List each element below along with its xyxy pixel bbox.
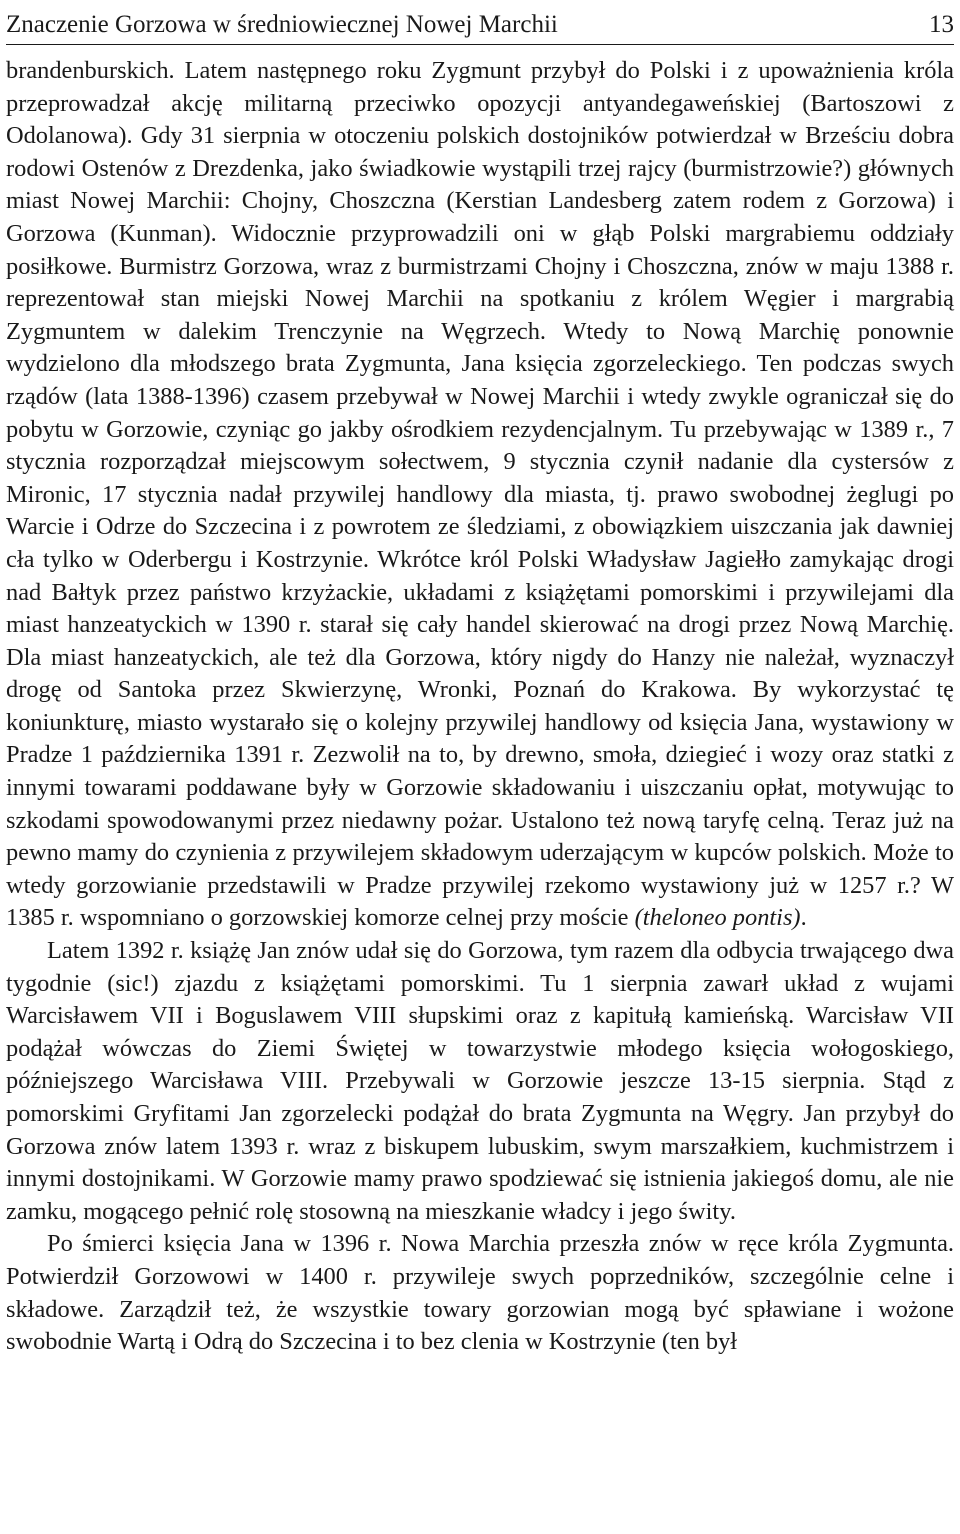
running-header — [6, 0, 954, 45]
body-text — [6, 55, 954, 1359]
paragraph-1-end: . — [800, 904, 807, 932]
paragraph-2: Latem 1392 r. książę Jan znów udał się do Gorzowa, tym razem dla odbycia trwającego dwa tygodnie (sic!) zjazdu z książętami pomorskimi. Tu 1 sierpnia zawarł układ z wujami Warcisławem VII i Boguslawem VIII słupskimi oraz z kapitułą kamieńską. Warcisław VII podążał wówczas do Ziemi Świętej w towarzystwie młodego księcia wołogoskiego, późniejszego Warcisława VIII. Przebywali w Gorzowie jeszcze 13-15 sierpnia. Stąd z pomorskimi Gryfitami Jan zgorzelecki podążał do brata Zygmunta na Węgry. Jan przybył do Gorzowa znów latem 1393 r. wraz z biskupem lubuskim, swym marszałkiem, kuchmistrzem i innymi dostojnikami. W Gorzowie mamy prawo spodziewać się istnienia jakiegoś domu, ale nie zamku, mogącego pełnić rolę stosowną na mieszkanie władcy i jego świty. — [6, 937, 954, 1225]
running-title: Znaczenie Gorzowa w średniowiecznej Nowej Marchii — [6, 11, 558, 38]
paragraph-1-text: brandenburskich. Latem następnego roku Zygmunt przybył do Polski i z upoważnienia króla przeprowadzał akcję militarną przeciwko opozycji antyandegaweńskiej (Bartoszowi z Odolanowa). Gdy 31 sierpnia w otoczeniu polskich dostojników potwierdzał w Brześciu dobra rodowi Ostenów z Drezdenka, jako świadkowie wystąpili trzej rajcy (burmistrzowie?) głównych miast Nowej Marchii: Chojny, Choszczna (Kerstian Landesberg zatem rodem z Gorzowa) i Gorzowa (Kunman). Widocznie przyprowadzili oni w głąb Polski margrabiemu oddziały posiłkowe. Burmistrz Gorzowa, wraz z burmistrzami Chojny i Choszczna, znów w maju 1388 r. reprezentował stan miejski Nowej Marchii na spotkaniu z królem Węgier i margrabią Zygmuntem w dalekim Trenczynie na Węgrzech. Wtedy to Nową Marchię ponownie wydzielono dla młodszego brata Zygmunta, Jana księcia zgorzeleckiego. Ten podczas swych rządów (lata 1388-1396) czasem przebywał w Nowej Marchii i wtedy zwykle ograniczał się do pobytu w Gorzowie, czyniąc go jakby ośrodkiem rezydencjalnym. Tu przebywając w 1389 r., 7 stycznia rozporządzał miejscowym sołectwem, 9 stycznia czynił nadanie dla cystersów z Mironic, 17 stycznia nadał przywilej handlowy dla miasta, tj. prawo swobodnej żeglugi po Warcie i Odrze do Szczecina i z powrotem ze śledziami, z obowiązkiem uiszczania jak dawniej cła tylko w Oderbergu i Kostrzynie. Wkrótce król Polski Władysław Jagiełło zamykając drogi nad Bałtyk przez państwo krzyżackie, układami z książętami pomorskimi i przywilejami dla miast hanzeatyckich w 1390 r. starał się cały handel skierować na drogi przez Nową Marchię. Dla miast hanzeatyckich, ale też dla Gorzowa, który nigdy do Hanzy nie należał, wyznaczył drogę od Santoka przez Skwierzynę, Wronki, Poznań do Krakowa. By wykorzystać tę koniunkturę, miasto wystarało się o kolejny przywilej handlowy od księcia Jana, wystawiony w Pradze 1 października 1391 r. Zezwolił na to, by drewno, smoła, dziegieć i wozy oraz statki z innymi towarami poddawane były w Gorzowie składowaniu i uiszczaniu opłat, motywując to szkodami spowodowanymi przez niedawny pożar. Ustalono też nową taryfę celną. Teraz już na pewno mamy do czynienia z przywilejem składowym uderzającym w kupców polskich. Może to wtedy gorzowianie przedstawili w Pradze przywilej rzekomo wystawiony już w 1257 r.? W 1385 r. wspomniano o gorzowskiej komorze celnej przy moście — [6, 57, 954, 932]
page-number: 13 — [929, 11, 954, 38]
latin-term: (theloneo pontis) — [634, 904, 801, 932]
paragraph-3: Po śmierci księcia Jana w 1396 r. Nowa Marchia przeszła znów w ręce króla Zygmunta. Potwierdził Gorzowowi w 1400 r. przywileje swych poprzedników, szczególnie celne i składowe. Zarządził też, że wszystkie towary gorzowian mogą być spławiane i wożone swobodnie Wartą i Odrą do Szczecina i to bez clenia w Kostrzynie (ten był — [6, 1230, 954, 1356]
paragraph-1 — [6, 55, 954, 935]
